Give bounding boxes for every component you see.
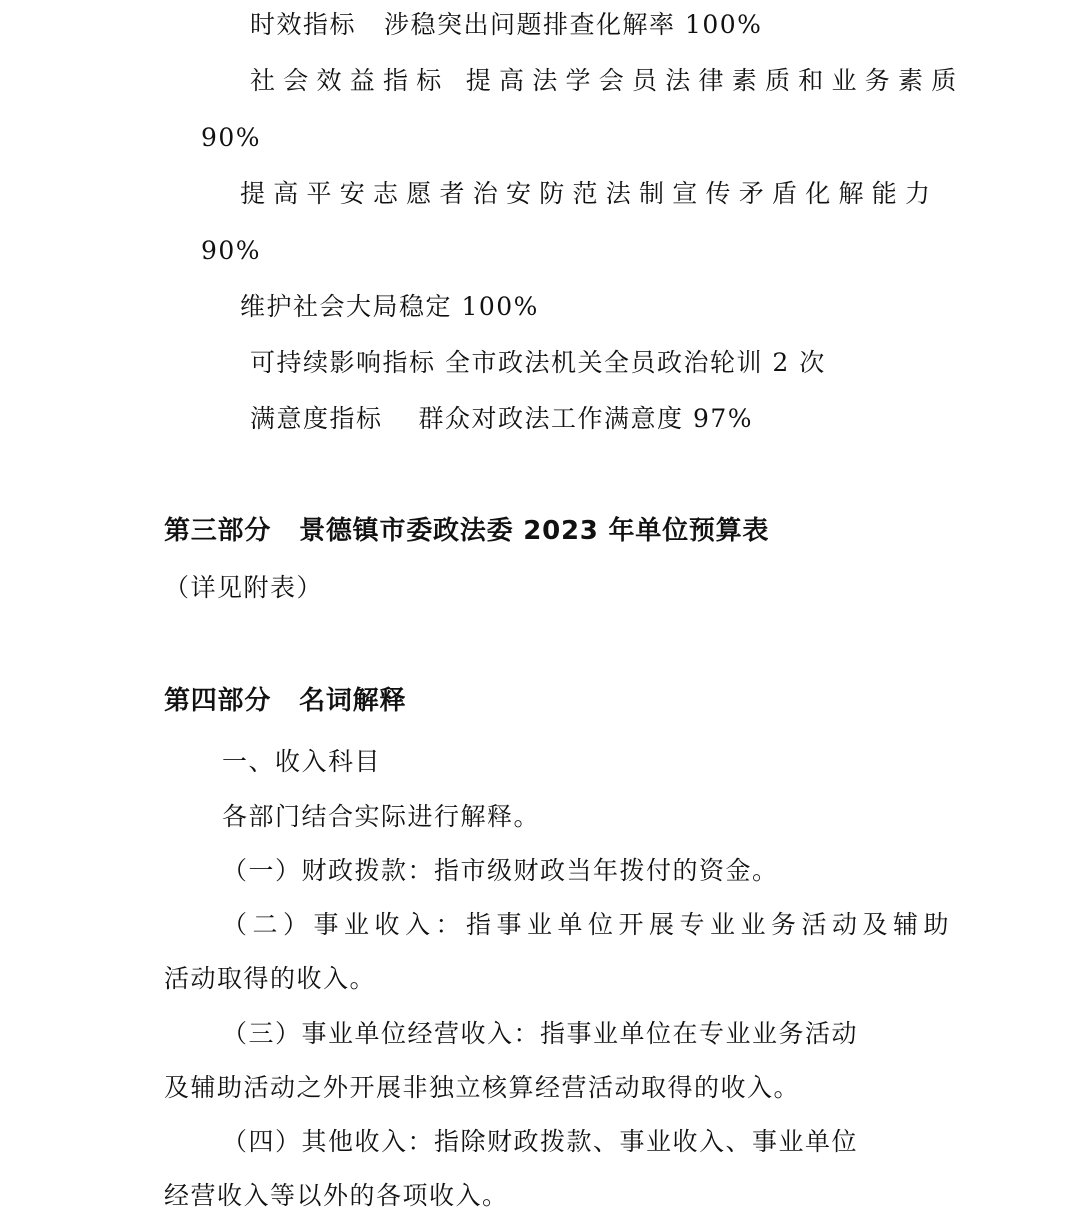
satisfaction-indicator-line — [250, 403, 753, 435]
social-benefit-line-1-continued: 90% — [201, 123, 262, 152]
part3-note: （详见附表） — [164, 573, 324, 602]
part3-heading — [164, 515, 769, 547]
social-benefit-line-2: 提高平安志愿者治安防范法制宣传矛盾化解能力 — [240, 179, 939, 208]
part4-heading-part: 第四部分 — [164, 686, 272, 716]
section1-title: 一、收入科目 — [222, 747, 382, 776]
income-item-4-line-1: （四）其他收入：指除财政拨款、事业收入、事业单位 — [222, 1127, 859, 1156]
part3-heading-title: 景德镇市委政法委 2023 年单位预算表 — [299, 516, 770, 546]
income-item-1: （一）财政拨款：指市级财政当年拨付的资金。 — [222, 856, 779, 885]
part3-heading-part: 第三部分 — [164, 516, 272, 546]
satisfaction-label: 满意度指标 — [250, 404, 383, 433]
income-item-4-line-2: 经营收入等以外的各项收入。 — [164, 1181, 509, 1210]
section1-intro: 各部门结合实际进行解释。 — [222, 802, 541, 831]
income-item-3-line-2: 及辅助活动之外开展非独立核算经营活动取得的收入。 — [164, 1073, 801, 1102]
social-benefit-line-2-continued: 90% — [201, 236, 262, 265]
income-item-2-line-1: （二）事业收入：指事业单位开展专业业务活动及辅助 — [222, 910, 955, 939]
social-benefit-line-1: 社会效益指标 提高法学会员法律素质和业务素质 — [250, 66, 965, 95]
part4-heading-title: 名词解释 — [299, 686, 407, 716]
income-item-3-line-1: （三）事业单位经营收入：指事业单位在专业业务活动 — [222, 1019, 859, 1048]
timeliness-indicator-line — [250, 9, 762, 41]
social-benefit-line-3: 维护社会大局稳定 100% — [240, 292, 539, 321]
timeliness-value: 涉稳突出问题排查化解率 100% — [384, 10, 763, 39]
income-item-2-line-2: 活动取得的收入。 — [164, 964, 377, 993]
satisfaction-value: 群众对政法工作满意度 97% — [418, 404, 754, 433]
timeliness-label: 时效指标 — [250, 10, 357, 39]
part4-heading — [164, 685, 406, 717]
sustainable-impact-line: 可持续影响指标 全市政法机关全员政治轮训 2 次 — [250, 348, 826, 377]
